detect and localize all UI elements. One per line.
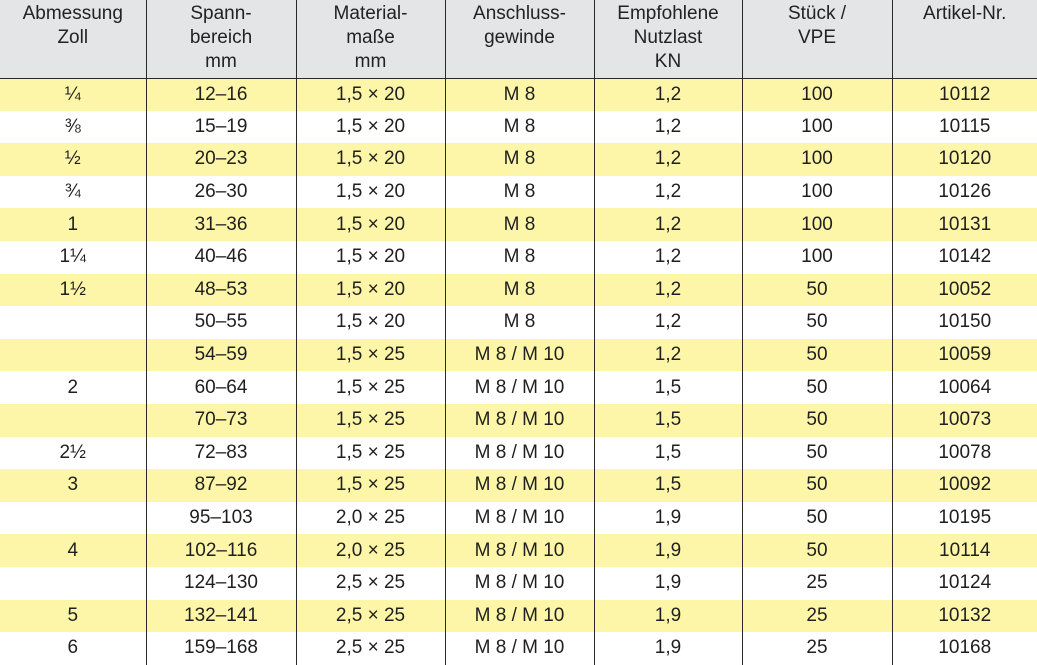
cell-connection-thread: M 8 / M 10 xyxy=(445,469,594,502)
cell-recommended-load: 1,5 xyxy=(594,469,742,502)
cell-connection-thread: M 8 xyxy=(445,274,594,307)
cell-connection-thread: M 8 xyxy=(445,176,594,209)
cell-material-dimensions: 1,5 × 20 xyxy=(296,241,445,274)
cell-recommended-load: 1,9 xyxy=(594,534,742,567)
cell-size-inch xyxy=(0,567,146,600)
cell-pieces-per-pack: 50 xyxy=(742,339,892,372)
cell-pieces-per-pack: 50 xyxy=(742,469,892,502)
cell-material-dimensions: 2,0 × 25 xyxy=(296,534,445,567)
cell-article-number: 10195 xyxy=(892,502,1037,535)
cell-size-inch: 3 xyxy=(0,469,146,502)
cell-material-dimensions: 2,0 × 25 xyxy=(296,502,445,535)
cell-material-dimensions: 1,5 × 25 xyxy=(296,469,445,502)
cell-size-inch xyxy=(0,404,146,437)
column-header-line: maße xyxy=(346,27,395,48)
cell-recommended-load: 1,9 xyxy=(594,567,742,600)
cell-size-inch: 1½ xyxy=(0,274,146,307)
cell-clamping-range: 12–16 xyxy=(146,78,296,111)
table-row xyxy=(0,143,1037,176)
cell-pieces-per-pack: 50 xyxy=(742,437,892,470)
column-header-line: Material- xyxy=(333,3,408,24)
cell-recommended-load: 1,2 xyxy=(594,143,742,176)
table-row xyxy=(0,274,1037,307)
column-header-size-inch xyxy=(0,0,146,78)
cell-recommended-load: 1,2 xyxy=(594,111,742,144)
cell-size-inch xyxy=(0,306,146,339)
cell-clamping-range: 124–130 xyxy=(146,567,296,600)
cell-article-number: 10078 xyxy=(892,437,1037,470)
cell-connection-thread: M 8 xyxy=(445,78,594,111)
cell-clamping-range: 60–64 xyxy=(146,371,296,404)
cell-size-inch: 1 xyxy=(0,208,146,241)
cell-article-number: 10168 xyxy=(892,632,1037,665)
table-row xyxy=(0,78,1037,111)
cell-clamping-range: 159–168 xyxy=(146,632,296,665)
column-header-line: Stück / xyxy=(787,3,847,24)
column-header-line: mm xyxy=(205,51,237,72)
column-header-article-number xyxy=(892,0,1037,78)
cell-recommended-load: 1,5 xyxy=(594,371,742,404)
cell-pieces-per-pack: 50 xyxy=(742,274,892,307)
table-row xyxy=(0,534,1037,567)
table-row xyxy=(0,241,1037,274)
cell-connection-thread: M 8 xyxy=(445,208,594,241)
cell-material-dimensions: 1,5 × 20 xyxy=(296,78,445,111)
column-header-recommended-load xyxy=(594,0,742,78)
column-header-material-dimensions xyxy=(296,0,445,78)
column-header-line: KN xyxy=(654,51,682,72)
cell-article-number: 10131 xyxy=(892,208,1037,241)
table-row xyxy=(0,111,1037,144)
cell-clamping-range: 54–59 xyxy=(146,339,296,372)
cell-material-dimensions: 1,5 × 25 xyxy=(296,437,445,470)
table-row xyxy=(0,371,1037,404)
cell-size-inch: ¾ xyxy=(0,176,146,209)
table-row xyxy=(0,567,1037,600)
cell-clamping-range: 40–46 xyxy=(146,241,296,274)
table-row xyxy=(0,469,1037,502)
column-header-line: Artikel-Nr. xyxy=(923,3,1007,24)
column-header-clamping-range xyxy=(146,0,296,78)
cell-pieces-per-pack: 100 xyxy=(742,241,892,274)
cell-connection-thread: M 8 / M 10 xyxy=(445,437,594,470)
cell-article-number: 10142 xyxy=(892,241,1037,274)
table-row xyxy=(0,600,1037,633)
header-row xyxy=(0,0,1037,78)
table-row xyxy=(0,339,1037,372)
column-header-line: Empfohlene xyxy=(617,3,719,24)
table-row xyxy=(0,306,1037,339)
cell-pieces-per-pack: 50 xyxy=(742,534,892,567)
cell-pieces-per-pack: 100 xyxy=(742,78,892,111)
table-header xyxy=(0,0,1037,78)
cell-material-dimensions: 1,5 × 20 xyxy=(296,208,445,241)
cell-size-inch: 1¼ xyxy=(0,241,146,274)
table-body xyxy=(0,78,1037,665)
cell-connection-thread: M 8 / M 10 xyxy=(445,600,594,633)
cell-connection-thread: M 8 / M 10 xyxy=(445,567,594,600)
cell-connection-thread: M 8 xyxy=(445,143,594,176)
cell-connection-thread: M 8 / M 10 xyxy=(445,339,594,372)
cell-size-inch: ½ xyxy=(0,143,146,176)
cell-clamping-range: 48–53 xyxy=(146,274,296,307)
cell-size-inch: 4 xyxy=(0,534,146,567)
cell-connection-thread: M 8 / M 10 xyxy=(445,534,594,567)
cell-pieces-per-pack: 25 xyxy=(742,567,892,600)
cell-recommended-load: 1,5 xyxy=(594,404,742,437)
cell-material-dimensions: 2,5 × 25 xyxy=(296,632,445,665)
cell-pieces-per-pack: 50 xyxy=(742,306,892,339)
cell-material-dimensions: 1,5 × 20 xyxy=(296,306,445,339)
column-header-line: Zoll xyxy=(57,27,89,48)
cell-size-inch: ⅜ xyxy=(0,111,146,144)
cell-connection-thread: M 8 / M 10 xyxy=(445,632,594,665)
column-header-line: Abmessung xyxy=(22,3,123,24)
cell-article-number: 10126 xyxy=(892,176,1037,209)
cell-size-inch xyxy=(0,339,146,372)
column-header-connection-thread xyxy=(445,0,594,78)
cell-recommended-load: 1,2 xyxy=(594,241,742,274)
cell-clamping-range: 50–55 xyxy=(146,306,296,339)
cell-article-number: 10150 xyxy=(892,306,1037,339)
cell-size-inch: ¼ xyxy=(0,78,146,111)
table-row xyxy=(0,208,1037,241)
cell-recommended-load: 1,2 xyxy=(594,208,742,241)
cell-recommended-load: 1,2 xyxy=(594,176,742,209)
cell-size-inch: 2½ xyxy=(0,437,146,470)
cell-pieces-per-pack: 25 xyxy=(742,600,892,633)
table-row xyxy=(0,502,1037,535)
cell-recommended-load: 1,9 xyxy=(594,600,742,633)
cell-article-number: 10132 xyxy=(892,600,1037,633)
cell-size-inch: 2 xyxy=(0,371,146,404)
cell-material-dimensions: 2,5 × 25 xyxy=(296,600,445,633)
cell-clamping-range: 95–103 xyxy=(146,502,296,535)
cell-size-inch: 6 xyxy=(0,632,146,665)
cell-recommended-load: 1,5 xyxy=(594,437,742,470)
column-header-line: Nutzlast xyxy=(633,27,703,48)
cell-connection-thread: M 8 / M 10 xyxy=(445,502,594,535)
cell-connection-thread: M 8 / M 10 xyxy=(445,404,594,437)
cell-article-number: 10124 xyxy=(892,567,1037,600)
cell-article-number: 10092 xyxy=(892,469,1037,502)
cell-clamping-range: 72–83 xyxy=(146,437,296,470)
table-row xyxy=(0,632,1037,665)
table-row xyxy=(0,437,1037,470)
cell-pieces-per-pack: 50 xyxy=(742,502,892,535)
cell-material-dimensions: 1,5 × 20 xyxy=(296,274,445,307)
cell-clamping-range: 15–19 xyxy=(146,111,296,144)
cell-recommended-load: 1,2 xyxy=(594,306,742,339)
column-header-line: mm xyxy=(354,51,387,72)
cell-connection-thread: M 8 xyxy=(445,111,594,144)
column-header-line: Spann- xyxy=(190,3,252,24)
cell-recommended-load: 1,2 xyxy=(594,274,742,307)
cell-connection-thread: M 8 xyxy=(445,241,594,274)
column-header-line: VPE xyxy=(797,27,837,48)
cell-material-dimensions: 1,5 × 20 xyxy=(296,143,445,176)
cell-pieces-per-pack: 100 xyxy=(742,143,892,176)
cell-connection-thread: M 8 xyxy=(445,306,594,339)
cell-article-number: 10112 xyxy=(892,78,1037,111)
cell-pieces-per-pack: 25 xyxy=(742,632,892,665)
cell-article-number: 10120 xyxy=(892,143,1037,176)
cell-clamping-range: 20–23 xyxy=(146,143,296,176)
cell-article-number: 10073 xyxy=(892,404,1037,437)
cell-recommended-load: 1,2 xyxy=(594,339,742,372)
cell-clamping-range: 102–116 xyxy=(146,534,296,567)
cell-clamping-range: 31–36 xyxy=(146,208,296,241)
cell-clamping-range: 26–30 xyxy=(146,176,296,209)
cell-pieces-per-pack: 100 xyxy=(742,111,892,144)
cell-material-dimensions: 1,5 × 25 xyxy=(296,371,445,404)
cell-article-number: 10052 xyxy=(892,274,1037,307)
cell-pieces-per-pack: 100 xyxy=(742,208,892,241)
cell-material-dimensions: 1,5 × 25 xyxy=(296,404,445,437)
column-header-line: bereich xyxy=(189,27,253,48)
cell-pieces-per-pack: 50 xyxy=(742,371,892,404)
cell-pieces-per-pack: 100 xyxy=(742,176,892,209)
column-header-line: gewinde xyxy=(484,27,555,48)
table-row xyxy=(0,404,1037,437)
column-header-pieces-per-pack xyxy=(742,0,892,78)
cell-connection-thread: M 8 / M 10 xyxy=(445,371,594,404)
table-row xyxy=(0,176,1037,209)
cell-article-number: 10059 xyxy=(892,339,1037,372)
cell-recommended-load: 1,9 xyxy=(594,632,742,665)
cell-recommended-load: 1,9 xyxy=(594,502,742,535)
cell-article-number: 10115 xyxy=(892,111,1037,144)
column-header-line: Anschluss- xyxy=(473,3,566,24)
cell-material-dimensions: 1,5 × 20 xyxy=(296,111,445,144)
cell-clamping-range: 87–92 xyxy=(146,469,296,502)
cell-recommended-load: 1,2 xyxy=(594,78,742,111)
cell-pieces-per-pack: 50 xyxy=(742,404,892,437)
cell-material-dimensions: 1,5 × 20 xyxy=(296,176,445,209)
cell-material-dimensions: 2,5 × 25 xyxy=(296,567,445,600)
cell-article-number: 10114 xyxy=(892,534,1037,567)
cell-size-inch xyxy=(0,502,146,535)
cell-article-number: 10064 xyxy=(892,371,1037,404)
cell-size-inch: 5 xyxy=(0,600,146,633)
cell-material-dimensions: 1,5 × 25 xyxy=(296,339,445,372)
cell-clamping-range: 132–141 xyxy=(146,600,296,633)
cell-clamping-range: 70–73 xyxy=(146,404,296,437)
